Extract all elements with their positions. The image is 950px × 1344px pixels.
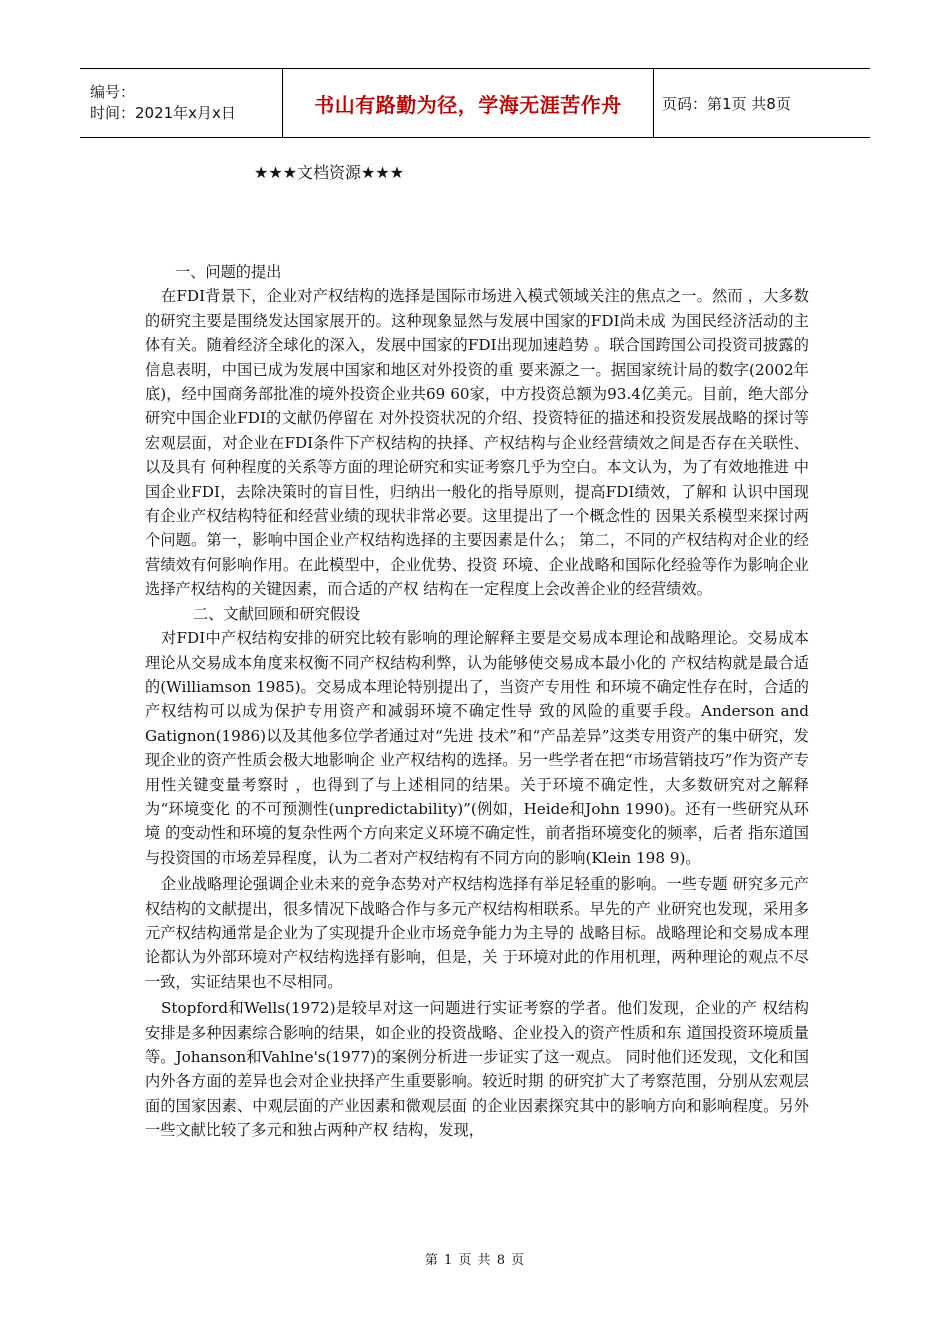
- page-footer: 第 1 页 共 8 页: [424, 1253, 526, 1268]
- motto: 书山有路勤为径，学海无涯苦作舟: [314, 92, 622, 117]
- header-page-info-cell: [654, 69, 870, 137]
- header-meta: [80, 69, 282, 137]
- body-paragraph: 企业战略理论强调企业未来的竞争态势对产权结构选择有举足轻重的影响。一些专题 研究多元产权结构的文献提出，很多情况下战略合作与多元产权结构相联系。早先的产 业研究也发现，采用多元产权结构通常是企业为了实现提升企业市场竞争能力为主导的 战略目标。战略理论和交易成本理论都认为外部环境对产权结构选择有影响，但是，关 于环境对此的作用机理，两种理论的观点不尽一致，实证结果也不尽相同。: [145, 875, 809, 991]
- page-info: 页码：第1页 共8页: [662, 94, 791, 113]
- resource-banner: ★★★文档资源★★★: [254, 163, 405, 182]
- body-paragraph: 对FDI中产权结构安排的研究比较有影响的理论解释主要是交易成本理论和战略理论。交易成本理论从交易成本角度来权衡不同产权结构利弊，认为能够使交易成本最小化的 产权结构就是最合适的(Williamson 1985)。交易成本理论特别提出了，当资产专用性 和环境不确定性存在时，合适的产权结构可以成为保护专用资产和减弱环境不确定性导 致的风险的重要手段。Anderson and Gatignon(1986)以及其他多位学者通过对“先进 技术”和“产品差异”这类专用资产的集中研究，发现企业的资产性质会极大地影响企 业产权结构的选择。另一些学者在把“市场营销技巧”作为资产专用性关键变量考察时 ，也得到了与上述相同的结果。关于环境不确定性，大多数研究对之解释为“环境变化 的不可预测性(unpredictability)”(例如，Heide和John 1990)。还有一些研究从环境 的变动性和环境的复杂性两个方向来定义环境不确定性，前者指环境变化的频率，后者 指东道国与投资国的市场差异程度，认为二者对产权结构有不同方向的影响(Klein 198 9)。: [145, 629, 809, 867]
- number-label: 编号：: [90, 83, 136, 101]
- body-paragraph: Stopford和Wells(1972)是较早对这一问题进行实证考察的学者。他们发现，企业的产 权结构安排是多种因素综合影响的结果，如企业的投资战略、企业投入的资产性质和东 道国投资环境质量等。Johanson和Vahlne's(1977)的案例分析进一步证实了这一观点。 同时他们还发现，文化和国内外各方面的差异也会对企业抉择产生重要影响。较近时期 的研究扩大了考察范围，分别从宏观层面的国家因素、中观层面的产业因素和微观层面 的企业因素探究其中的影响方向和影响程度。另外一些文献比较了多元和独占两种产权 结构，发现，: [145, 999, 809, 1140]
- body-paragraph: 在FDI背景下，企业对产权结构的选择是国际市场进入模式领域关注的焦点之一。然而 ，大多数的研究主要是围绕发达国家展开的。这种现象显然与发展中国家的FDI尚未成 为国民经济活动的主体有关。随着经济全球化的深入，发展中国家的FDI出现加速趋势 。联合国跨国公司投资司披露的信息表明，中国已成为发展中国家和地区对外投资的重 要来源之一。据国家统计局的数字(2002年底)，经中国商务部批准的境外投资企业共69 60家，中方投资总额为93.4亿美元。目前，绝大部分研究中国企业FDI的文献仍停留在 对外投资状况的介绍、投资特征的描述和投资发展战略的探讨等宏观层面，对企业在FDI条件下产权结构的抉择、产权结构与企业经营绩效之间是否存在关联性、以及具有 何种程度的关系等方面的理论研究和实证考察几乎为空白。本文认为，为了有效地推进 中国企业FDI，去除决策时的盲目性，归纳出一般化的指导原则，提高FDI绩效，了解和 认识中国现有企业产权结构特征和经营业绩的现状非常必要。这里提出了一个概念性的 因果关系模型来探讨两个问题。第一，影响中国企业产权结构选择的主要因素是什么； 第二，不同的产权结构对企业的经营绩效有何影响作用。在此模型中，企业优势、投资 环境、企业战略和国际化经验等作为影响企业选择产权结构的关键因素，而合适的产权 结构在一定程度上会改善企业的经营绩效。: [145, 287, 809, 599]
- document-header: [80, 68, 870, 138]
- header-motto-cell: [282, 69, 654, 137]
- section-heading: 二、文献回顾和研究假设: [193, 604, 361, 623]
- section-heading: 一、问题的提出: [175, 263, 282, 281]
- document-body: [145, 260, 809, 1143]
- time-label: 时间：2021年x月x日: [90, 104, 236, 122]
